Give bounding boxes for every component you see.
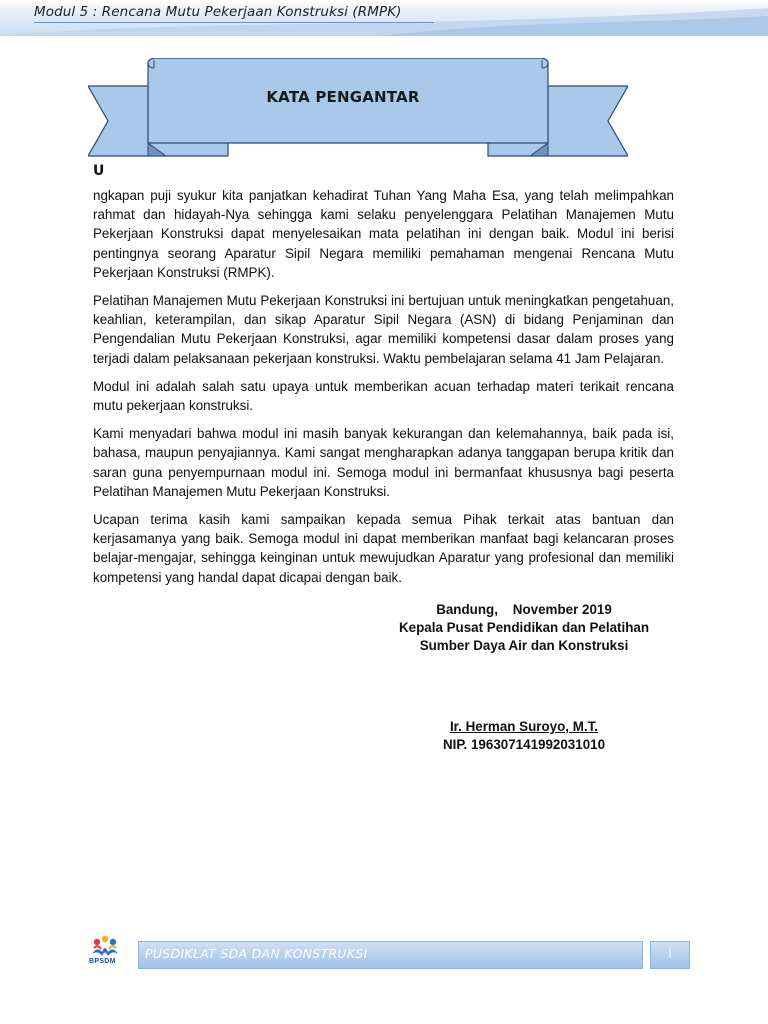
drop-cap: U [93,163,105,179]
paragraph: Modul ini adalah salah satu upaya untuk memberikan acuan terhadap materi terikait rencana mutu pekerjaan konstruksi. [93,378,674,414]
header-title: Modul 5 : Rencana Mutu Pekerjaan Konstruksi (RMPK) [34,4,402,20]
position-line-1: Kepala Pusat Pendidikan dan Pelatihan [398,620,650,635]
position-line-2: Sumber Daya Air dan Konstruksi [419,638,629,653]
header-rule [34,22,434,23]
paragraph: Ucapan terima kasih kami sampaikan kepada semua Pihak terkait atas bantuan dan kerjasamanya yang baik. Semoga modul ini dapat memberikan manfaat bagi kelancaran proses belajar-mengajar, sehingga keinginan untuk mewujudkan Aparatur yang profesional dan memiliki kompetensi yang handal dapat dicapai dengan baik. [93,512,674,585]
title-ribbon [88,58,628,162]
logo-label: BPSDM [89,958,116,965]
paragraph: ngkapan puji syukur kita panjatkan kehadirat Tuhan Yang Maha Esa, yang telah melimpahkan rahmat dan hidayah-Nya sehingga kami selaku penyelenggara Pelatihan Manajemen Mutu Pekerjaan Konstruksi dapat menyelesaikan mata pelatihan ini dengan baik. Modul ini berisi pentingnya seorang Aparatur Sipil Negara memiliki pemahaman mengenai Rencana Mutu Pekerjaan Konstruksi (RMPK). [93,188,674,280]
place-date: Bandung, November 2019 [436,602,612,617]
paragraph: Pelatihan Manajemen Mutu Pekerjaan Konstruksi ini bertujuan untuk meningkatkan pengetahuan, keahlian, keterampilan, dan sikap Aparatur Sipil Negara (ASN) di bidang Penjaminan dan Pengendalian Mutu Pekerjaan Konstruksi, agar memiliki kompetensi dasar dalam proses yang terjadi dalam pelaksanaan pekerjaan konstruksi. Waktu pembelajaran selama 41 Jam Pelajaran. [93,293,674,366]
signature-footer [380,718,668,754]
signature-header [380,601,668,655]
foreword-body [93,186,674,596]
signatory-name: Ir. Herman Suroyo, M.T. [449,719,599,734]
footer-text: PUSDIKLAT SDA DAN KONSTRUKSI [145,946,368,961]
signatory-nip: NIP. 196307141992031010 [442,737,606,752]
page-number: i [650,941,690,969]
page-header [0,0,768,36]
paragraph: Kami menyadari bahwa modul ini masih banyak kekurangan dan kelemahannya, baik pada isi, bahasa, maupun penyajiannya. Kami sangat mengharapkan adanya tanggapan berupa kritik dan saran guna penyempurnaan modul ini. Semoga modul ini bermanfaat khususnya bagi peserta Pelatihan Manajemen Mutu Pekerjaan Konstruksi. [93,426,674,499]
page-title: KATA PENGANTAR [266,88,420,106]
